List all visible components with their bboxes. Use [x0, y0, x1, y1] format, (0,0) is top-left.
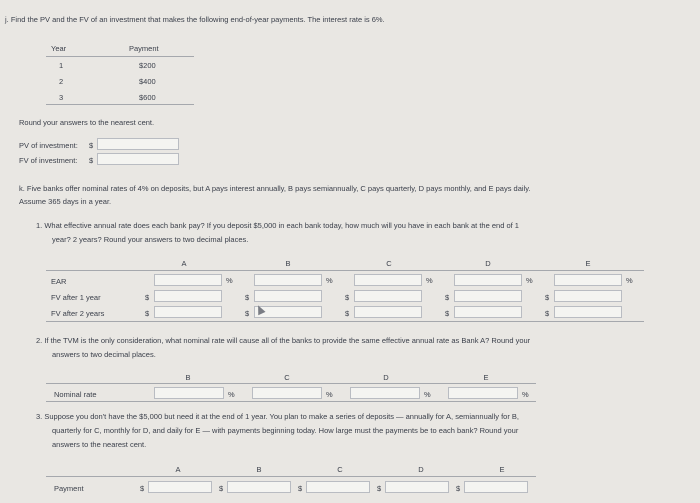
payment-input-b[interactable] — [227, 481, 291, 493]
fv1-currency-d: $ — [445, 293, 450, 302]
part3-col-c: C — [337, 465, 343, 474]
part1-col-c: C — [386, 259, 392, 268]
fv1-currency-b: $ — [245, 293, 250, 302]
fv2-input-d[interactable] — [454, 306, 522, 318]
nominal-rate-input-d[interactable] — [350, 387, 420, 399]
year-header: Year — [51, 44, 67, 53]
part2-row-label: Nominal rate — [54, 390, 97, 399]
part3-col-e: E — [499, 465, 505, 474]
payment-input-c[interactable] — [306, 481, 370, 493]
fv2-input-c[interactable] — [354, 306, 422, 318]
table-row-payment-2: $400 — [139, 77, 156, 86]
table-row-year-2: 2 — [59, 77, 64, 86]
fv1-input-e[interactable] — [554, 290, 622, 302]
pv-currency: $ — [89, 141, 94, 150]
table-row-payment-3: $600 — [139, 93, 156, 102]
part1-row-fv2-label: FV after 2 years — [51, 309, 105, 318]
pv-label: PV of investment: — [19, 141, 78, 150]
pv-input[interactable] — [97, 138, 179, 150]
nominal-percent-d: % — [424, 390, 431, 399]
part1-prompt-line1: 1. What effective annual rate does each bank pay? If you deposit $5,000 in each bank today, how much will you have in each bank at the end of 1 — [36, 221, 519, 230]
part3-header-rule — [46, 476, 536, 477]
part3-prompt-line1: 3. Suppose you don't have the $5,000 but need it at the end of 1 year. You plan to make a series of deposits — annually for A, semiannually for B, — [36, 412, 520, 421]
fv2-currency-a: $ — [145, 309, 150, 318]
part2-prompt-line1: 2. If the TVM is the only consideration, what nominal rate will cause all of the banks to provide the same effective annual rate as Bank A? Round your — [36, 336, 531, 345]
payment-currency-c: $ — [298, 484, 303, 493]
part1-col-e: E — [585, 259, 591, 268]
part3-col-a: A — [175, 465, 181, 474]
payment-input-e[interactable] — [464, 481, 528, 493]
nominal-rate-input-b[interactable] — [154, 387, 224, 399]
fv-label: FV of investment: — [19, 156, 78, 165]
nominal-percent-c: % — [326, 390, 333, 399]
part1-col-b: B — [285, 259, 291, 268]
table-bottom-rule — [46, 104, 194, 105]
ear-input-c[interactable] — [354, 274, 422, 286]
ear-input-a[interactable] — [154, 274, 222, 286]
part3-col-d: D — [418, 465, 424, 474]
table-row-year-1: 1 — [59, 61, 64, 70]
payment-currency-b: $ — [219, 484, 224, 493]
nominal-rate-input-e[interactable] — [448, 387, 518, 399]
fv1-currency-e: $ — [545, 293, 550, 302]
payment-currency-e: $ — [456, 484, 461, 493]
nominal-rate-input-c[interactable] — [252, 387, 322, 399]
table-header-rule — [46, 56, 194, 57]
fv1-currency-c: $ — [345, 293, 350, 302]
part3-prompt-line3: answers to the nearest cent. — [52, 440, 147, 449]
ear-percent-d: % — [526, 276, 533, 285]
ear-percent-c: % — [426, 276, 433, 285]
fv-currency: $ — [89, 156, 94, 165]
fv1-currency-a: $ — [145, 293, 150, 302]
fv2-input-a[interactable] — [154, 306, 222, 318]
fv2-currency-e: $ — [545, 309, 550, 318]
fv1-input-b[interactable] — [254, 290, 322, 302]
part2-prompt-line2: answers to two decimal places. — [52, 350, 156, 359]
ear-input-b[interactable] — [254, 274, 322, 286]
fv1-input-a[interactable] — [154, 290, 222, 302]
payment-input-d[interactable] — [385, 481, 449, 493]
part1-prompt-line2: year? 2 years? Round your answers to two decimal places. — [52, 235, 249, 244]
ear-input-e[interactable] — [554, 274, 622, 286]
fv2-currency-b: $ — [245, 309, 250, 318]
part2-col-b: B — [185, 373, 191, 382]
ear-percent-e: % — [626, 276, 633, 285]
question-k-prompt-line2: Assume 365 days in a year. — [19, 197, 112, 206]
part1-col-a: A — [181, 259, 187, 268]
table-row-year-3: 3 — [59, 93, 64, 102]
part2-col-c: C — [284, 373, 290, 382]
part1-header-rule — [46, 270, 644, 271]
part1-col-d: D — [485, 259, 491, 268]
nominal-percent-b: % — [228, 390, 235, 399]
part1-bottom-rule — [46, 321, 644, 322]
fv2-input-e[interactable] — [554, 306, 622, 318]
part2-col-e: E — [483, 373, 489, 382]
fv1-input-c[interactable] — [354, 290, 422, 302]
part1-row-ear-label: EAR — [51, 277, 67, 286]
part2-col-d: D — [383, 373, 389, 382]
part3-row-label: Payment — [54, 484, 84, 493]
fv2-currency-d: $ — [445, 309, 450, 318]
question-k-prompt-line1: k. Five banks offer nominal rates of 4% on deposits, but A pays interest annually, B pays semiannually, C pays quarterly, D pays monthly, and E pays daily. — [19, 184, 531, 193]
fv1-input-d[interactable] — [454, 290, 522, 302]
round-note: Round your answers to the nearest cent. — [19, 118, 155, 127]
fv-input[interactable] — [97, 153, 179, 165]
part2-bottom-rule — [46, 401, 536, 402]
question-j-prompt: j. Find the PV and the FV of an investment that makes the following end-of-year payments. The interest rate is 6%. — [5, 15, 385, 24]
nominal-percent-e: % — [522, 390, 529, 399]
table-row-payment-1: $200 — [139, 61, 156, 70]
ear-input-d[interactable] — [454, 274, 522, 286]
payment-header: Payment — [129, 44, 159, 53]
part3-prompt-line2: quarterly for C, monthly for D, and daily for E — with payments beginning today. How large must the payments be to each bank? Round your — [52, 426, 519, 435]
part2-header-rule — [46, 383, 536, 384]
payment-currency-a: $ — [140, 484, 145, 493]
ear-percent-a: % — [226, 276, 233, 285]
payment-currency-d: $ — [377, 484, 382, 493]
payment-input-a[interactable] — [148, 481, 212, 493]
part3-col-b: B — [256, 465, 262, 474]
part1-row-fv1-label: FV after 1 year — [51, 293, 101, 302]
ear-percent-b: % — [326, 276, 333, 285]
fv2-currency-c: $ — [345, 309, 350, 318]
